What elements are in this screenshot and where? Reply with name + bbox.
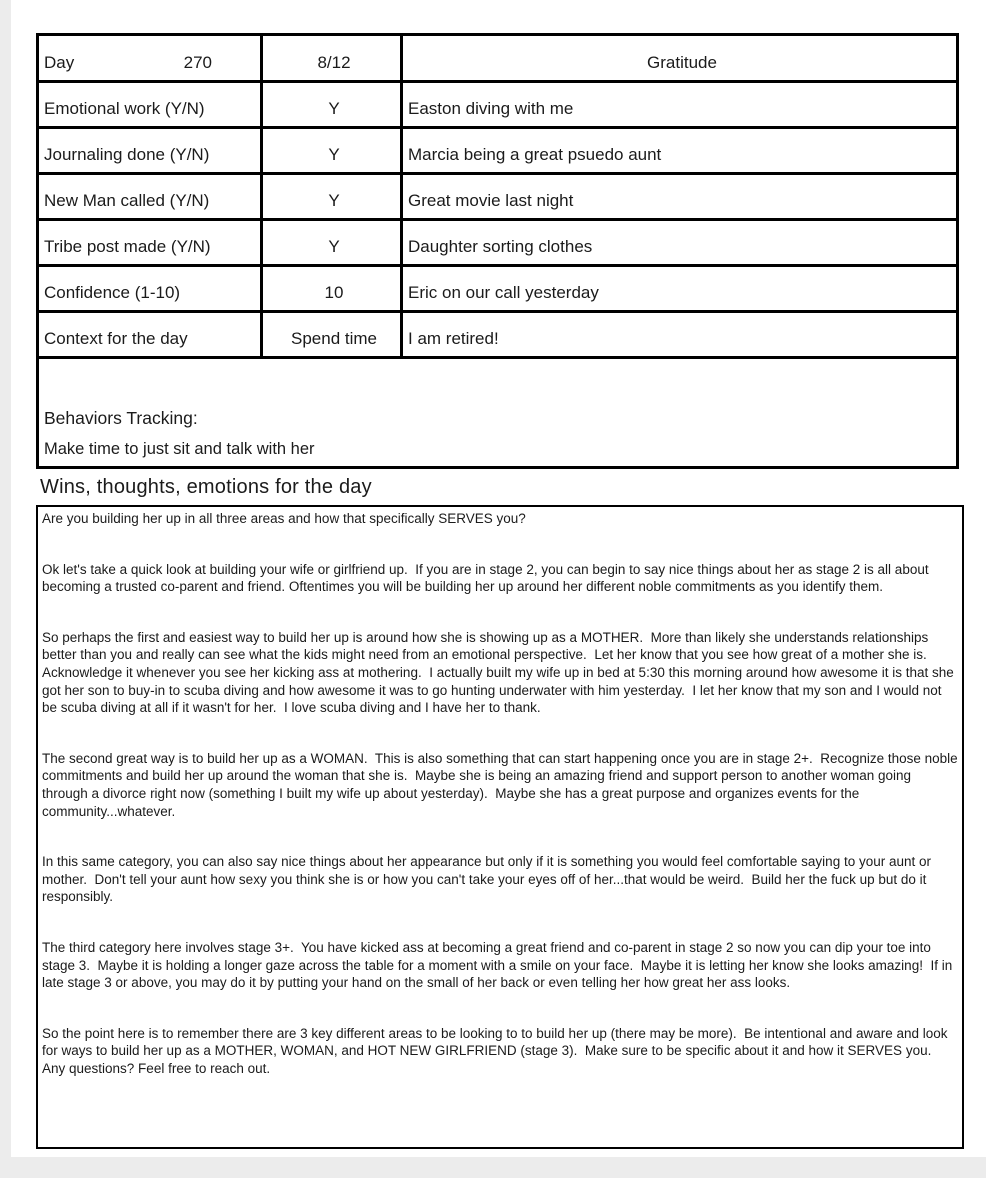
- wins-text-area[interactable]: [36, 505, 964, 1149]
- tracker-row-value[interactable]: Y: [262, 220, 402, 266]
- table-row: [38, 220, 958, 266]
- day-value[interactable]: 270: [183, 53, 212, 72]
- page-edge-left: [0, 0, 11, 1178]
- tracker-row-value[interactable]: Y: [262, 82, 402, 128]
- wins-paragraph: The second great way is to build her up as a WOMAN. This is also something that can start happening once you are in stage 2+. Recognize those noble commitments and build her up around the woman that she is. Maybe she is being an amazing friend and support person to another woman going through a divorce right now (something I built my wife up about yesterday). Maybe she has a great purpose and organizes events for the community...whatever.: [42, 750, 962, 819]
- wins-paragraph: In this same category, you can also say nice things about her appearance but only if it is something you would feel comfortable saying to your aunt or mother. Don't tell your aunt how sexy you think she is or how you can't take your eyes off of her...that would be weird. Build her the fuck up but do it responsibly.: [42, 854, 935, 905]
- day-label: Day: [44, 53, 75, 72]
- wins-section-title: Wins, thoughts, emotions for the day: [40, 476, 372, 498]
- gratitude-entry[interactable]: Marcia being a great psuedo aunt: [402, 128, 958, 174]
- table-row: [38, 174, 958, 220]
- wins-paragraph: So perhaps the first and easiest way to build her up is around how she is showing up as a MOTHER. More than likely she understands relationships better than you and really can see what the kids might need from an emotional perspective. Let her know that you see how great of a mother she is. Acknowledge it whenever you see her kicking ass at mothering. I actually built my wife up in bed at 5:30 this morning around how awesome it is that she got her son to buy-in to scuba diving and how awesome it was to go hunting underwater with him yesterday. I let her know that my son and I would not be scuba diving at all if it wasn't for her. I love scuba diving and I have her to thank.: [42, 629, 958, 716]
- wins-paragraph: So the point here is to remember there are 3 key different areas to be looking to to build her up (there may be more). Be intentional and aware and look for ways to build her up as a MOTHER, WOMAN, and HOT NEW GIRLFRIEND (stage 3). Make sure to be specific about it and how it SERVES you. Any questions? Feel free to reach out.: [42, 1025, 952, 1076]
- journal-sheet: [36, 33, 962, 1149]
- gratitude-entry[interactable]: Great movie last night: [402, 174, 958, 220]
- tracker-row-label: Emotional work (Y/N): [38, 82, 262, 128]
- page-edge-bottom: [0, 1157, 986, 1178]
- table-row: [38, 128, 958, 174]
- day-cell: [38, 35, 262, 82]
- table-row: [38, 312, 958, 358]
- behaviors-title: Behaviors Tracking:: [44, 408, 198, 428]
- table-row-behaviors: [38, 358, 958, 468]
- gratitude-header: Gratitude: [402, 35, 958, 82]
- gratitude-entry[interactable]: I am retired!: [402, 312, 958, 358]
- tracker-row-value[interactable]: Spend time: [262, 312, 402, 358]
- tracker-row-label: Tribe post made (Y/N): [38, 220, 262, 266]
- behaviors-cell: [38, 358, 958, 468]
- date-cell[interactable]: 8/12: [262, 35, 402, 82]
- wins-paragraph: Ok let's take a quick look at building your wife or girlfriend up. If you are in stage 2, you can begin to say nice things about her as stage 2 is all about becoming a trusted co-parent and friend. Oftentimes you will be building her up around her different noble commitments as you identify them.: [42, 561, 933, 595]
- tracker-row-label: New Man called (Y/N): [38, 174, 262, 220]
- tracker-row-value[interactable]: Y: [262, 174, 402, 220]
- daily-tracker-table: [36, 33, 959, 469]
- tracker-row-value[interactable]: 10: [262, 266, 402, 312]
- tracker-row-label: Journaling done (Y/N): [38, 128, 262, 174]
- gratitude-entry[interactable]: Easton diving with me: [402, 82, 958, 128]
- tracker-row-value[interactable]: Y: [262, 128, 402, 174]
- tracker-row-label: Context for the day: [38, 312, 262, 358]
- gratitude-entry[interactable]: Eric on our call yesterday: [402, 266, 958, 312]
- wins-paragraph: Are you building her up in all three areas and how that specifically SERVES you?: [42, 511, 526, 526]
- table-row: [38, 266, 958, 312]
- wins-paragraph: The third category here involves stage 3+. You have kicked ass at becoming a great friend and co-parent in stage 2 so now you can dip your toe into stage 3. Maybe it is holding a longer gaze across the table for a moment with a smile on your face. Maybe it is letting her know she looks amazing! If in late stage 3 or above, you may do it by putting your hand on the small of her back or even telling her how great her ass looks.: [42, 939, 956, 991]
- gratitude-entry[interactable]: Daughter sorting clothes: [402, 220, 958, 266]
- table-row: [38, 82, 958, 128]
- behaviors-entry[interactable]: Make time to just sit and talk with her: [44, 440, 315, 458]
- table-row-header: [38, 35, 958, 82]
- tracker-row-label: Confidence (1-10): [38, 266, 262, 312]
